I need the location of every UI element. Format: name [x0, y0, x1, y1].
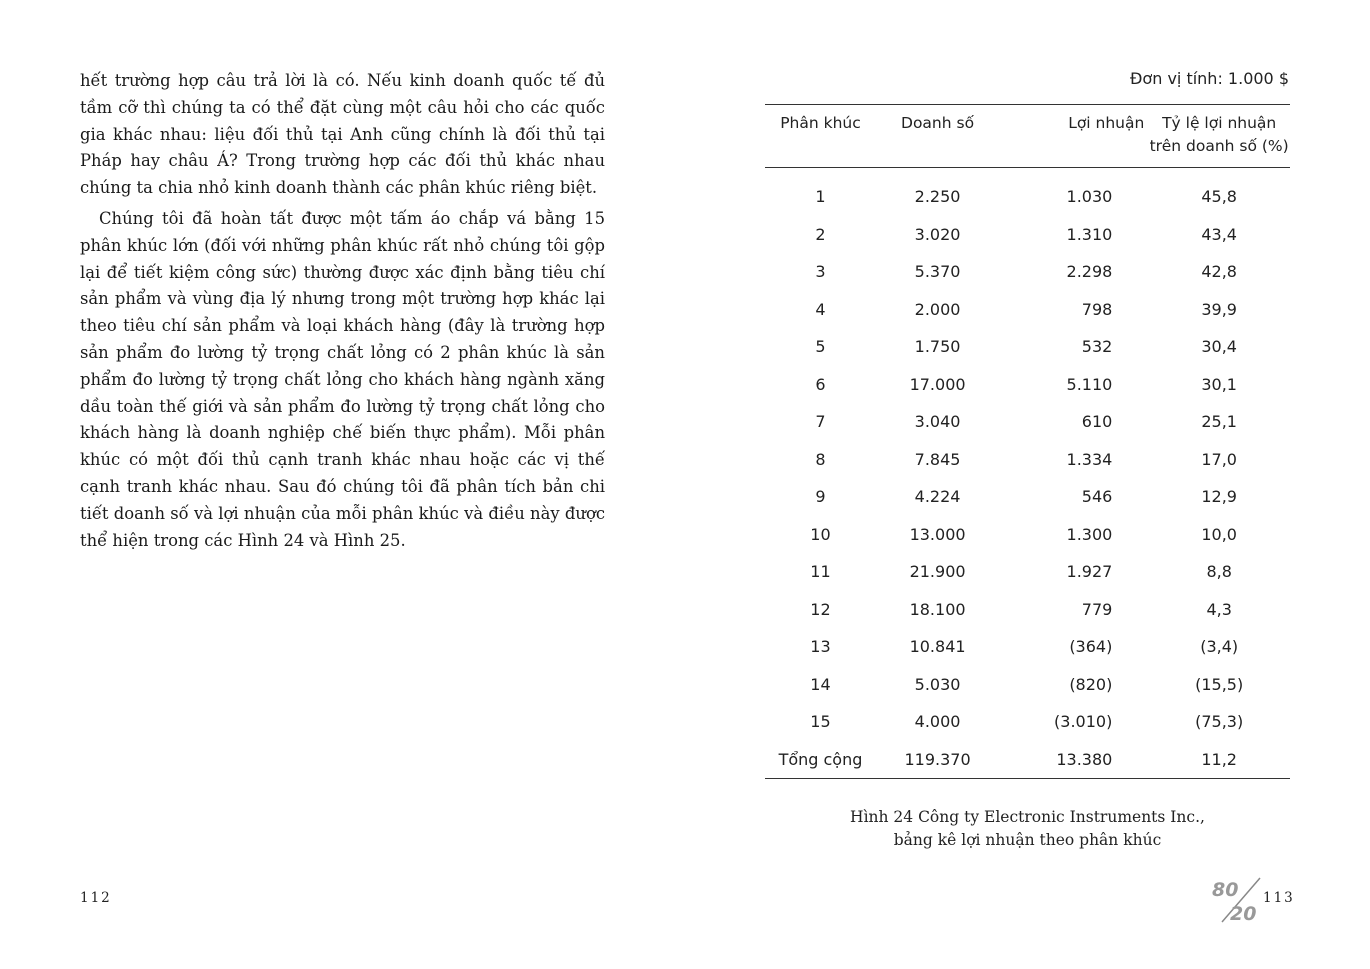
cell-sales: 18.100 [909, 599, 966, 619]
cell-margin: 10,0 [1201, 524, 1237, 544]
cell-sales: 5.370 [914, 262, 961, 282]
svg-text:20: 20 [1230, 903, 1257, 925]
page-number-left: 112 [80, 890, 112, 906]
cell-profit: (364) [1069, 637, 1113, 657]
profit-table [765, 104, 1290, 779]
table-row [765, 403, 1290, 441]
cell-margin: 45,8 [1201, 187, 1237, 207]
table-body [765, 168, 1290, 779]
cell-profit: 610 [1081, 412, 1113, 432]
figure-caption [765, 806, 1290, 852]
cell-margin: 8,8 [1206, 562, 1232, 582]
caption-line-1: Hình 24 Công ty Electronic Instruments Inc., [850, 808, 1205, 826]
table-row [765, 666, 1290, 704]
right-page [685, 0, 1370, 969]
cell-profit: 779 [1081, 599, 1113, 619]
cell-profit: 5.110 [1066, 374, 1113, 394]
cell-profit: (3.010) [1054, 712, 1113, 732]
body-text [80, 68, 605, 558]
cell-segment: 12 [810, 599, 831, 619]
cell-sales: 3.040 [914, 412, 961, 432]
cell-profit: 1.300 [1066, 524, 1113, 544]
table-row [765, 168, 1290, 216]
cell-sales: 13.000 [909, 524, 966, 544]
cell-sales: 2.000 [914, 299, 961, 319]
cell-profit: 1.334 [1066, 449, 1113, 469]
cell-margin: 42,8 [1201, 262, 1237, 282]
table-row [765, 591, 1290, 629]
paragraph-2: Chúng tôi đã hoàn tất được một tấm áo chắp vá bằng 15 phân khúc lớn (đối với những phân khúc rất nhỏ chúng tôi gộp lại để tiết kiệm công sức) thường được xác định bằng tiêu chí sản phẩm và vùng địa lý nhưng trong một trường hợp khác lại theo tiêu chí sản phẩm và loại khách hàng (đây là trường hợp sản phẩm đo lường tỷ trọng chất lỏng có 2 phân khúc là sản phẩm đo lường tỷ trọng chất lỏng cho khách hàng ngành xăng dầu toàn thế giới và sản phẩm đo lường tỷ trọng chất lỏng cho khách hàng là doanh nghiệp chế biến thực phẩm). Mỗi phân khúc có một đối thủ cạnh tranh khác nhau hoặc các vị thế cạnh tranh khác nhau. Sau đó chúng tôi đã phân tích bản chi tiết doanh số và lợi nhuận của mỗi phân khúc và điều này được thể hiện trong các Hình 24 và Hình 25. [80, 208, 605, 550]
cell-margin: 39,9 [1201, 299, 1237, 319]
cell-sales: 119.370 [904, 749, 971, 769]
cell-sales: 1.750 [914, 337, 961, 357]
svg-text:80: 80 [1212, 879, 1239, 901]
table-row [765, 628, 1290, 666]
cell-margin: (15,5) [1195, 674, 1244, 694]
cell-margin: 43,4 [1201, 224, 1237, 244]
page-number-right: 113 [1263, 890, 1295, 906]
header-sales: Doanh số [901, 114, 975, 132]
cell-sales: 2.250 [914, 187, 961, 207]
header-profit: Lợi nhuận [1068, 114, 1145, 132]
cell-margin: (75,3) [1195, 712, 1244, 732]
cell-margin: 30,4 [1201, 337, 1237, 357]
cell-margin: 17,0 [1201, 449, 1237, 469]
cell-profit: 546 [1081, 487, 1113, 507]
cell-margin: 4,3 [1206, 599, 1232, 619]
cell-profit: 1.927 [1066, 562, 1113, 582]
cell-sales: 17.000 [909, 374, 966, 394]
cell-segment: 11 [810, 562, 831, 582]
header-margin: Tỷ lệ lợi nhuận trên doanh số (%) [1149, 114, 1289, 155]
cell-segment: 4 [815, 299, 826, 319]
cell-margin: (3,4) [1200, 637, 1239, 657]
cell-segment: 13 [810, 637, 831, 657]
cell-segment: 8 [815, 449, 826, 469]
cell-segment: 3 [815, 262, 826, 282]
cell-profit: 532 [1081, 337, 1113, 357]
cell-segment: 5 [815, 337, 826, 357]
cell-segment: 1 [815, 187, 826, 207]
table-row [765, 216, 1290, 254]
cell-sales: 7.845 [914, 449, 961, 469]
cell-margin: 25,1 [1201, 412, 1237, 432]
cell-margin: 30,1 [1201, 374, 1237, 394]
table-total-row [765, 741, 1290, 779]
cell-sales: 10.841 [909, 637, 966, 657]
cell-segment: Tổng cộng [778, 749, 863, 769]
caption-line-2: bảng kê lợi nhuận theo phân khúc [893, 831, 1162, 849]
cell-profit: 2.298 [1066, 262, 1113, 282]
cell-sales: 21.900 [909, 562, 966, 582]
header-segment: Phân khúc [780, 114, 861, 132]
cell-profit: (820) [1069, 674, 1113, 694]
cell-sales: 4.000 [914, 712, 961, 732]
cell-margin: 12,9 [1201, 487, 1237, 507]
table-row [765, 478, 1290, 516]
table-row [765, 253, 1290, 291]
table-row [765, 366, 1290, 404]
cell-margin: 11,2 [1201, 749, 1237, 769]
cell-sales: 5.030 [914, 674, 961, 694]
table-row [765, 516, 1290, 554]
cell-segment: 6 [815, 374, 826, 394]
table-row [765, 328, 1290, 366]
cell-profit: 798 [1081, 299, 1113, 319]
cell-segment: 2 [815, 224, 826, 244]
cell-profit: 13.380 [1056, 749, 1113, 769]
cell-profit: 1.310 [1066, 224, 1113, 244]
8020-logo [1210, 876, 1266, 926]
cell-segment: 14 [810, 674, 831, 694]
unit-note: Đơn vị tính: 1.000 $ [1130, 69, 1289, 88]
cell-sales: 4.224 [914, 487, 961, 507]
table-row [765, 441, 1290, 479]
cell-profit: 1.030 [1066, 187, 1113, 207]
cell-segment: 10 [810, 524, 831, 544]
table-row [765, 553, 1290, 591]
table-row [765, 703, 1290, 741]
cell-sales: 3.020 [914, 224, 961, 244]
paragraph-1: hết trường hợp câu trả lời là có. Nếu kinh doanh quốc tế đủ tầm cỡ thì chúng ta có thể đặt cùng một câu hỏi cho các quốc gia khác nhau: liệu đối thủ tại Anh cũng chính là đối thủ tại Pháp hay châu Á? Trong trường hợp các đối thủ khác nhau chúng ta chia nhỏ kinh doanh thành các phân khúc riêng biệt. [80, 71, 605, 198]
table-header-row [765, 105, 1290, 168]
cell-segment: 7 [815, 412, 826, 432]
table-row [765, 291, 1290, 329]
cell-segment: 15 [810, 712, 831, 732]
cell-segment: 9 [815, 487, 826, 507]
